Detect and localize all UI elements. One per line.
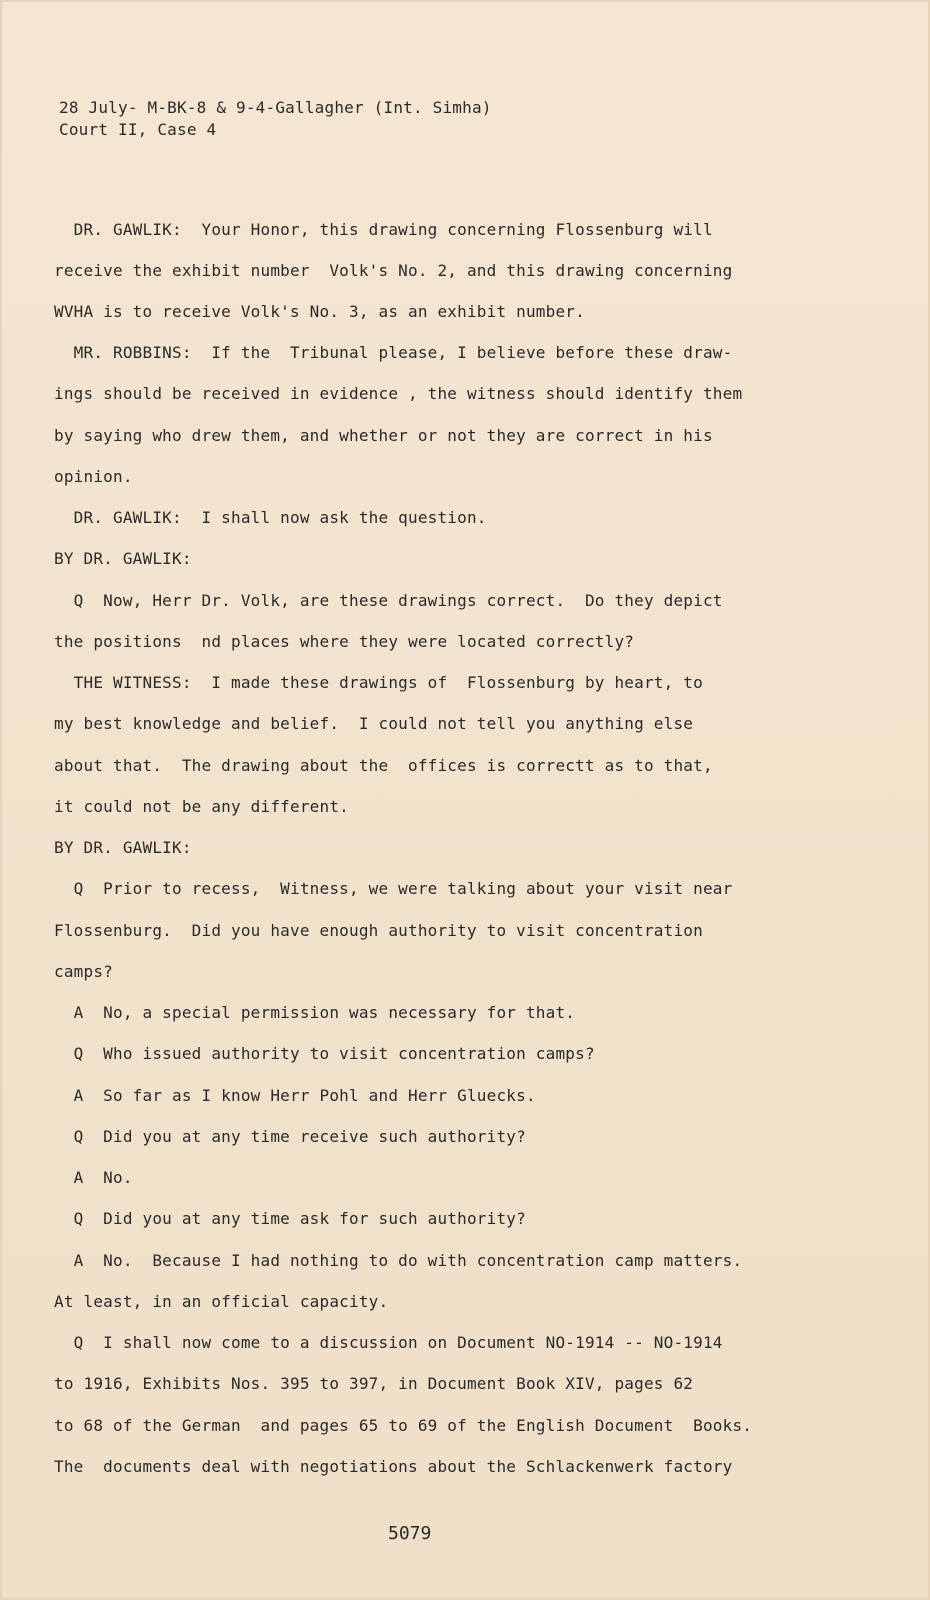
transcript-line: A No, a special permission was necessary for that.: [54, 1003, 576, 1022]
transcript-line: Q Who issued authority to visit concentration camps?: [54, 1044, 595, 1063]
transcript-line: it could not be any different.: [54, 797, 349, 816]
transcript-line: Q Did you at any time receive such authority?: [54, 1127, 526, 1146]
transcript-line: opinion.: [54, 467, 133, 486]
header-line-2: Court II, Case 4: [59, 120, 217, 139]
transcript-line: A No.: [54, 1168, 133, 1187]
transcript-line: by saying who drew them, and whether or not they are correct in his: [54, 426, 713, 445]
transcript-line: DR. GAWLIK: I shall now ask the question.: [54, 508, 487, 527]
transcript-line: MR. ROBBINS: If the Tribunal please, I believe before these draw-: [54, 343, 733, 362]
page-number: 5079: [388, 1523, 432, 1544]
transcript-line: camps?: [54, 962, 113, 981]
transcript-line: WVHA is to receive Volk's No. 3, as an exhibit number.: [54, 302, 585, 321]
header-line-1: 28 July- M-BK-8 & 9-4-Gallagher (Int. Simha): [59, 98, 492, 117]
transcript-line: The documents deal with negotiations about the Schlackenwerk factory: [54, 1457, 733, 1476]
transcript-line: At least, in an official capacity.: [54, 1292, 389, 1311]
transcript-line: THE WITNESS: I made these drawings of Flossenburg by heart, to: [54, 673, 703, 692]
transcript-line: ings should be received in evidence , the witness should identify them: [54, 384, 743, 403]
transcript-line: Q Now, Herr Dr. Volk, are these drawings correct. Do they depict: [54, 591, 723, 610]
transcript-line: about that. The drawing about the offices is correctt as to that,: [54, 756, 713, 775]
transcript-line: to 68 of the German and pages 65 to 69 of the English Document Books.: [54, 1416, 753, 1435]
transcript-line: DR. GAWLIK: Your Honor, this drawing concerning Flossenburg will: [54, 220, 713, 239]
transcript-line: Q Did you at any time ask for such authority?: [54, 1209, 526, 1228]
transcript-line: BY DR. GAWLIK:: [54, 549, 192, 568]
transcript-line: Q Prior to recess, Witness, we were talking about your visit near: [54, 879, 733, 898]
transcript-line: A No. Because I had nothing to do with concentration camp matters.: [54, 1251, 743, 1270]
transcript-line: my best knowledge and belief. I could not tell you anything else: [54, 714, 694, 733]
transcript-line: Flossenburg. Did you have enough authority to visit concentration: [54, 921, 703, 940]
transcript-line: receive the exhibit number Volk's No. 2, and this drawing concerning: [54, 261, 733, 280]
transcript-line: BY DR. GAWLIK:: [54, 838, 192, 857]
transcript-line: A So far as I know Herr Pohl and Herr Gluecks.: [54, 1086, 536, 1105]
transcript-line: Q I shall now come to a discussion on Document NO-1914 -- NO-1914: [54, 1333, 723, 1352]
transcript-line: to 1916, Exhibits Nos. 395 to 397, in Document Book XIV, pages 62: [54, 1374, 694, 1393]
transcript-line: the positions nd places where they were located correctly?: [54, 632, 635, 651]
